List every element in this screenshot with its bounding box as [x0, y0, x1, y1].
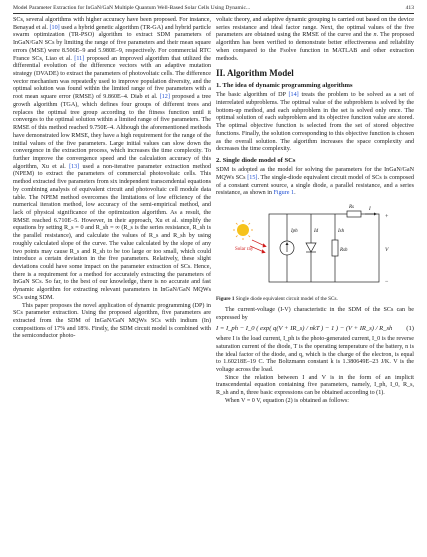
v-label: V [385, 246, 389, 253]
equation-1-number: (1) [406, 325, 414, 333]
left-paragraph-2: This paper proposes the novel application of dynamic programming (DP) in SCs parameter extraction. Using the proposed algorithm, five parameters are extracted from the SDM of InGaN/GaN MQWs SCs with indium (In) compositions of 17% and 18%. Firstly, the SDM circuit model is combined with the semiconductor photo- [13, 302, 211, 340]
where-text: where I is the load current, I_ph is the photo-generated current, I_0 is the reverse saturation current of the diode, T is the operating temperature of the battery, n is the ideal factor of the diode, and q, which is the charge of the electron, is equal to 1.60218E–19 C. The Boltzmann constant k is 1.380649E–23 J/K. V is the voltage across the load. [216, 336, 414, 373]
equation-1-body: I = I_ph − I_0 ( exp( q(V + IR_s) / nkT ) − 1 ) − (V + IR_s) / R_sh [216, 325, 393, 333]
minus-label: − [385, 278, 389, 285]
rsh-label: Rsh [340, 247, 348, 253]
citation-link[interactable]: [11] [74, 55, 85, 62]
shunt-resistor-symbol [332, 214, 338, 282]
page-number: 413 [405, 5, 414, 11]
right-column [216, 17, 414, 406]
current-source-symbol [280, 214, 294, 282]
id-label: Id [314, 228, 319, 234]
citation-link[interactable]: [14] [288, 92, 299, 99]
iv-intro-text: The current-voltage (I-V) characteristic in the SDM of the SCs can be expressed by [216, 306, 414, 321]
since-text: Since the relation between I and V is in the form of an implicit transcendental equation containing five parameters, namely, I_ph, I_0, R_s, R_sh and n, three basic expressions can be obtained according to (1). [216, 374, 414, 397]
citation-link[interactable]: [15] [247, 174, 258, 181]
right-paragraph-1: voltaic theory, and adaptive dynamic grouping is carried out based on the device series resistance and ideal factor range. Next, the optimal values of the five parameters are obtained using the RMSE of the curve and the n. The proposed algorithm has been verified to demonstrate better effectiveness and reliability when compared to the Fsolve function in MATLAB and other extraction methods. [216, 17, 414, 62]
citation-link[interactable]: [12] [159, 94, 170, 101]
figure-caption: Figure 1 Single diode equivalent circuit model of the SCs. [216, 295, 338, 302]
iph-label: Iph [291, 228, 298, 234]
left-paragraph-1: SCs, several algorithms with higher accuracy have been proposed. For instance, Benayad et al. [10] used a hybrid genetic algorithm (TR-GA) and hybrid particle swarm optimization (TR-PSO) algorithm to extract SDM parameters of InGaN/GaN SCs by limiting the range of five parameters and their mean square errors (MSE) were 8.506E–9 and 5.980E–9, respectively. For commercial RTC France SCs, Liao et al. [11] proposed an improved algorithm that utilized the differential evolution of the difference vectors with an adaptive mutation strategy (DVADE) to extract the parameters of photovoltaic cells. The difference vector mechanism was repeatedly used to improve population diversity, and the optimal solution was found within the limited range of five parameters with a root mean square error (RMSE) of 9.860E–4. Diab et al. [12] proposed a tree growth algorithm (TGA), which defines four groups of different trees and replaces the optimal tree group according to the fitness function until it converges to the optimal solution within a limited range of five parameters. The RMSE of this method reached 9.750E–4. Although the aforementioned methods have demonstrated low RMSE, they have a high requirement for the range of the initial values of the five parameters. Large initial values can slow down the convergence in the extraction process, which increases the time complexity. To further improve the convergence speed and the calculation accuracy of this algorithm, Xu et al. [13] used a non-iterative parameter extraction method (NPEM) to extract the parameters of commercial photovoltaic cells. This method extracted five parameters from six independent transcendental equations by combining analysis of equivalent circuit and photovoltaic cell module data table. The NPEM method overcomes the limitations of low efficiency of the numerical iteration method, low accuracy of the semi-empirical method, and lack of physical significance of the optimization algorithm. As a result, the RMSE reached 6.710E–5. However, in their approach, Xu et al. simplify the equations by setting R_s = 0 and R_sh = ∞ (R_s is the series resistance, R_sh is the parallel resistance), and calculate the values of R_s and R_sh by using roughly calculated slope of the curve. The value calculated by the slope of any two points may cause R_s and R_sh to be too large or too small, which could introduce a certain deviation in the five parameters. Relatively, these slight deviations could have some impact on the parameter extraction of SCs. Hence, there is a requirement for a method for accurately extracting the parameters of InGaN SCs. So far, to the best of our knowledge, there is no accurate and fast dynamic algorithm for extracting relevant parameters in InGaN/GaN MQWs SCs using SDM. [13, 17, 211, 301]
subsection-title-1: 1. The idea of dynamic programming algorithms [216, 82, 353, 90]
plus-label: + [385, 213, 389, 220]
diode-symbol [306, 214, 316, 282]
running-title: Model Parameter Extraction for InGaN/GaN Multiple Quantum Well-Based Solar Cells Using Dynamic... [13, 5, 251, 11]
solar-ray-label: Solar ray [235, 246, 254, 252]
left-column [13, 17, 211, 341]
citation-link[interactable]: [10] [49, 24, 60, 31]
current-arrow [365, 212, 377, 215]
running-head [13, 3, 414, 13]
header-rule [13, 13, 414, 14]
sun-icon [233, 220, 253, 240]
circuit-diagram [229, 202, 401, 294]
section-title: II. Algorithm Model [216, 68, 294, 79]
figure-link[interactable]: Figure 1 [273, 190, 295, 197]
citation-link[interactable]: [13] [69, 163, 80, 170]
ish-label: Ish [338, 228, 345, 234]
subsection-title-2: 2. Single diode model of SCs [216, 157, 296, 165]
subsection-2-text: SDM is adopted as the model for solving the parameters for the InGaN/GaN MQWs SCs [15]. The single-diode equivalent circuit model of SCs is composed of a constant current source, a single diode, a parallel resistance, and a series resistance, as shown in Figure 1. [216, 167, 414, 197]
figure-1 [229, 202, 401, 294]
equation-1 [216, 325, 414, 333]
rs-label: Rs [349, 204, 354, 210]
subsection-1-text: The basic algorithm of DP [14] treats the problem to be solved as a set of interrelated subproblems. The optimal value of the subproblem is solved by the bottom-up method, and each subproblem in the set is solved only once. The optimal solution of each subproblem and its objective function value are stored. The optimal objective function is selected from the set of stored objective functions. Finally, the solution corresponding to this objective function is chosen as the overall solution. The algorithm increases the space complexity and decreases the time complexity. [216, 92, 414, 153]
i-label: I [369, 206, 371, 212]
when-text: When V = 0 V, equation (2) is obtained as follows: [225, 397, 349, 404]
series-resistor-symbol [347, 211, 361, 217]
